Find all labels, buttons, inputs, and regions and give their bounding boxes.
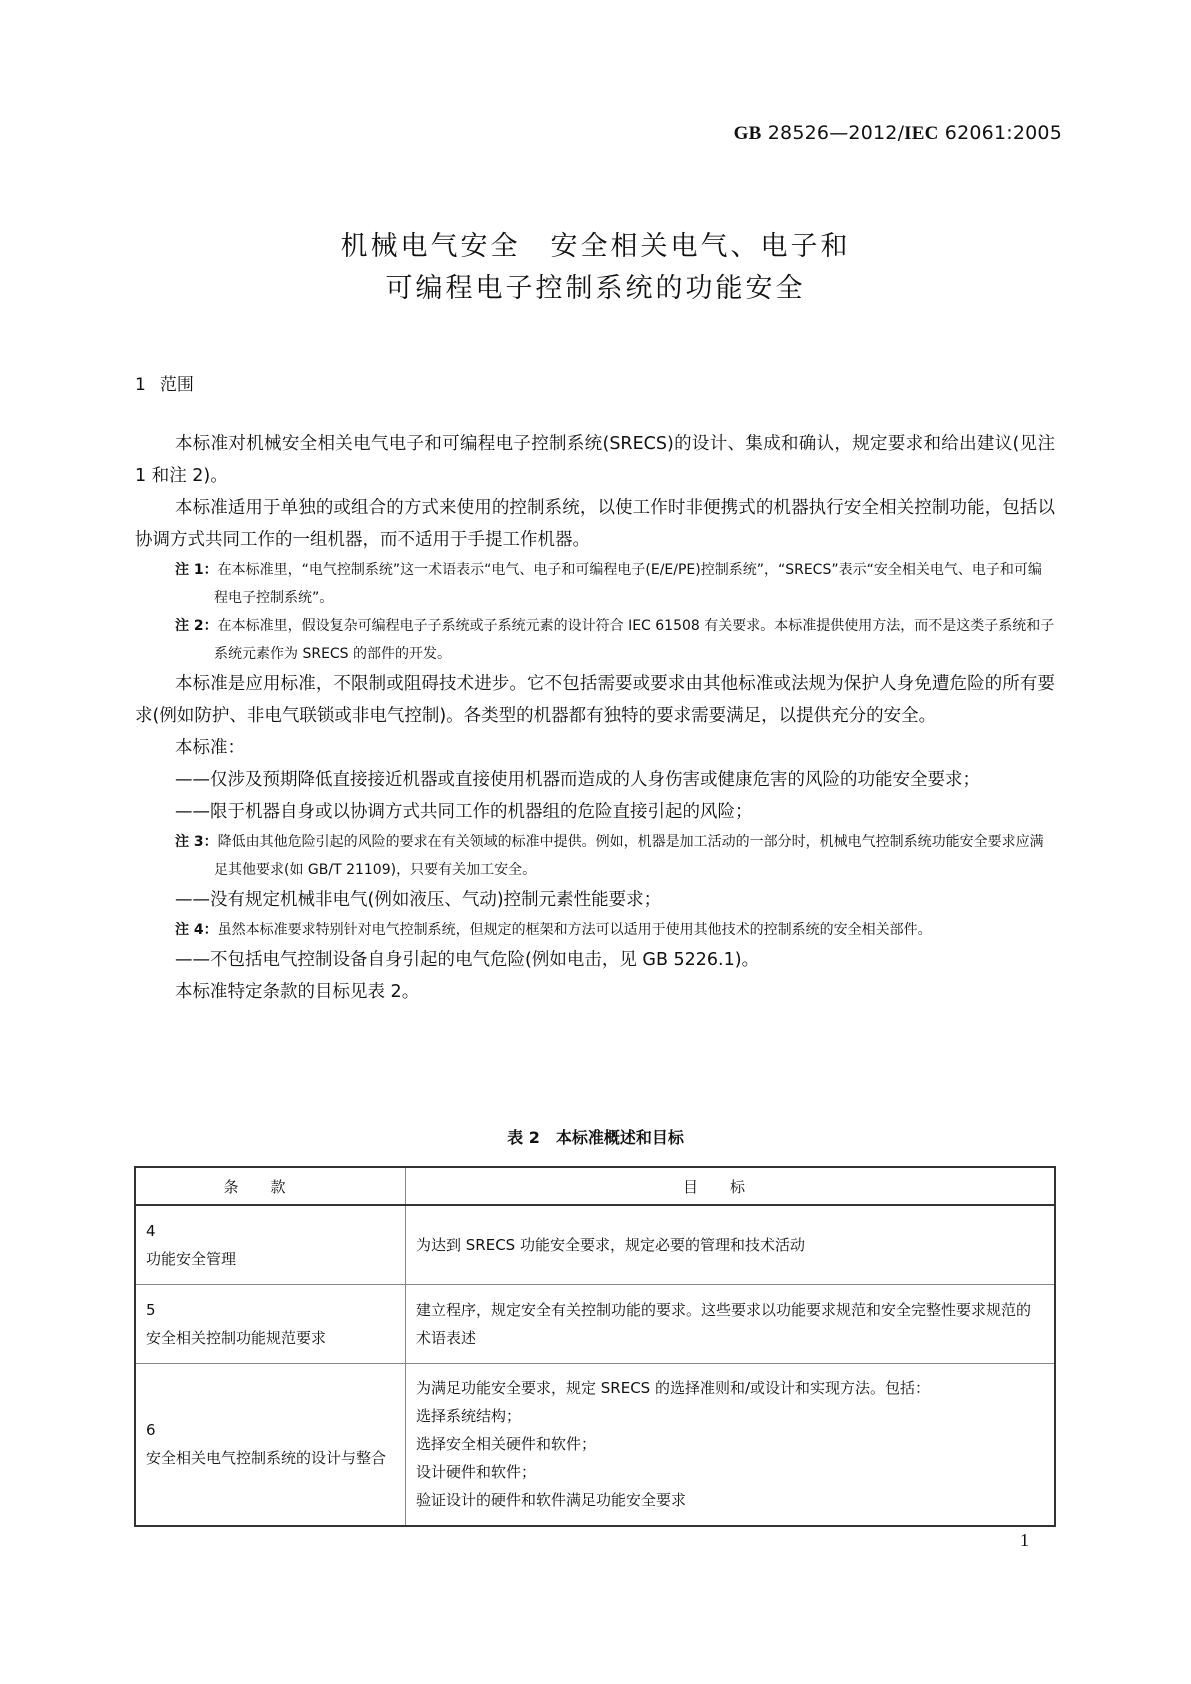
- clause-name: 功能安全管理: [146, 1249, 237, 1268]
- paragraph: 本标准特定条款的目标见表 2。: [175, 982, 420, 1002]
- dash-item: ——仅涉及预期降低直接接近机器或直接使用机器而造成的人身伤害或健康危害的风险的功能安全要求；: [175, 770, 980, 790]
- clause-number: 6: [146, 1421, 156, 1440]
- note-text: 降低由其他危险引起的风险的要求在有关领域的标准中提供。例如，机器是加工活动的一部分时，机械电气控制系统功能安全要求应满足其他要求(如 GB/T 21109)，只要有关加工安全。: [214, 834, 1044, 878]
- note-4: [175, 916, 1055, 944]
- table-header-row: [135, 1167, 1055, 1205]
- standard-number: [734, 122, 1062, 145]
- objective-line: 验证设计的硬件和软件满足功能安全要求: [416, 1491, 687, 1510]
- objective-line: 为满足功能安全要求，规定 SRECS 的选择准则和/或设计和实现方法。包括：: [416, 1379, 931, 1398]
- header-clause: 条款: [135, 1167, 406, 1205]
- gb-prefix: GB: [733, 123, 762, 144]
- objective-cell: [406, 1284, 1056, 1363]
- note-1: [175, 556, 1055, 612]
- section-body: [135, 428, 1055, 1008]
- note-text: 在本标准里，“电气控制系统”这一术语表示“电气、电子和可编程电子(E/E/PE)控制系统”，“SRECS”表示“安全相关电气、电子和可编程电子控制系统”。: [214, 562, 1042, 606]
- note-label: 注 2：: [175, 618, 218, 634]
- page-number: 1: [1020, 1530, 1029, 1550]
- paragraph: 本标准对机械安全相关电气电子和可编程电子控制系统(SRECS)的设计、集成和确认，规定要求和给出建议(见注 1 和注 2)。: [135, 434, 1055, 486]
- clause-name: 安全相关电气控制系统的设计与整合: [146, 1449, 387, 1468]
- table-caption: [0, 1125, 1191, 1148]
- gb-number: 28526—2012/: [761, 122, 905, 144]
- note-label: 注 4：: [175, 922, 218, 938]
- objective-line: 建立程序，规定安全有关控制功能的要求。这些要求以功能要求规范和安全完整性要求规范的术语表述: [416, 1300, 1032, 1347]
- note-text: 在本标准里，假设复杂可编程电子子系统或子系统元素的设计符合 IEC 61508 有关要求。本标准提供使用方法，而不是这类子系统和子系统元素作为 SRECS 的部件的开发。: [214, 618, 1055, 662]
- objective-cell: [406, 1363, 1056, 1526]
- section-number: 1: [135, 375, 146, 395]
- clause-cell: [135, 1363, 406, 1526]
- dash-item: ——没有规定机械非电气(例如液压、气动)控制元素性能要求；: [175, 890, 662, 910]
- header-objective: 目标: [406, 1167, 1056, 1205]
- note-label: 注 1：: [175, 562, 218, 578]
- table-row: [135, 1284, 1055, 1363]
- dash-item: ——限于机器自身或以协调方式共同工作的机器组的危险直接引起的风险；: [175, 802, 753, 822]
- paragraph: 本标准适用于单独的或组合的方式来使用的控制系统，以使工作时非便携式的机器执行安全相关控制功能，包括以协调方式共同工作的一组机器，而不适用于手提工作机器。: [135, 498, 1055, 550]
- overview-table: [134, 1166, 1056, 1527]
- table-number: 表 2: [507, 1128, 540, 1147]
- table-title: 本标准概述和目标: [555, 1128, 684, 1147]
- objective-line: 设计硬件和软件；: [416, 1463, 537, 1482]
- table-row: [135, 1363, 1055, 1526]
- objective-line: 为达到 SRECS 功能安全要求，规定必要的管理和技术活动: [416, 1235, 805, 1254]
- title-line-2: 可编程电子控制系统的功能安全: [385, 273, 806, 304]
- clause-cell: [135, 1205, 406, 1284]
- iec-number: 62061:2005: [938, 122, 1062, 144]
- note-label: 注 3：: [175, 834, 218, 850]
- clause-number: 5: [146, 1300, 156, 1319]
- document-title: [0, 226, 1191, 310]
- title-line-1: 机械电气安全 安全相关电气、电子和: [340, 231, 851, 262]
- section-heading: [135, 370, 194, 395]
- table-row: [135, 1205, 1055, 1284]
- clause-number: 4: [146, 1221, 156, 1240]
- clause-name: 安全相关控制功能规范要求: [146, 1328, 327, 1347]
- paragraph: 本标准：: [175, 738, 245, 758]
- iec-prefix: IEC: [904, 123, 939, 144]
- paragraph: 本标准是应用标准，不限制或阻碍技术进步。它不包括需要或要求由其他标准或法规为保护人身免遭危险的所有要求(例如防护、非电气联锁或非电气控制)。各类型的机器都有独特的要求需要满足，以提供充分的安全。: [135, 674, 1055, 726]
- objective-line: 选择安全相关硬件和软件；: [416, 1435, 597, 1454]
- objective-line: 选择系统结构；: [416, 1407, 522, 1426]
- note-text: 虽然本标准要求特别针对电气控制系统，但规定的框架和方法可以适用于使用其他技术的控制系统的安全相关部件。: [217, 922, 932, 938]
- objective-cell: [406, 1205, 1056, 1284]
- section-title: 范围: [159, 375, 194, 395]
- note-3: [175, 828, 1055, 884]
- dash-item: ——不包括电气控制设备自身引起的电气危险(例如电击，见 GB 5226.1)。: [175, 950, 760, 970]
- note-2: [175, 612, 1055, 668]
- clause-cell: [135, 1284, 406, 1363]
